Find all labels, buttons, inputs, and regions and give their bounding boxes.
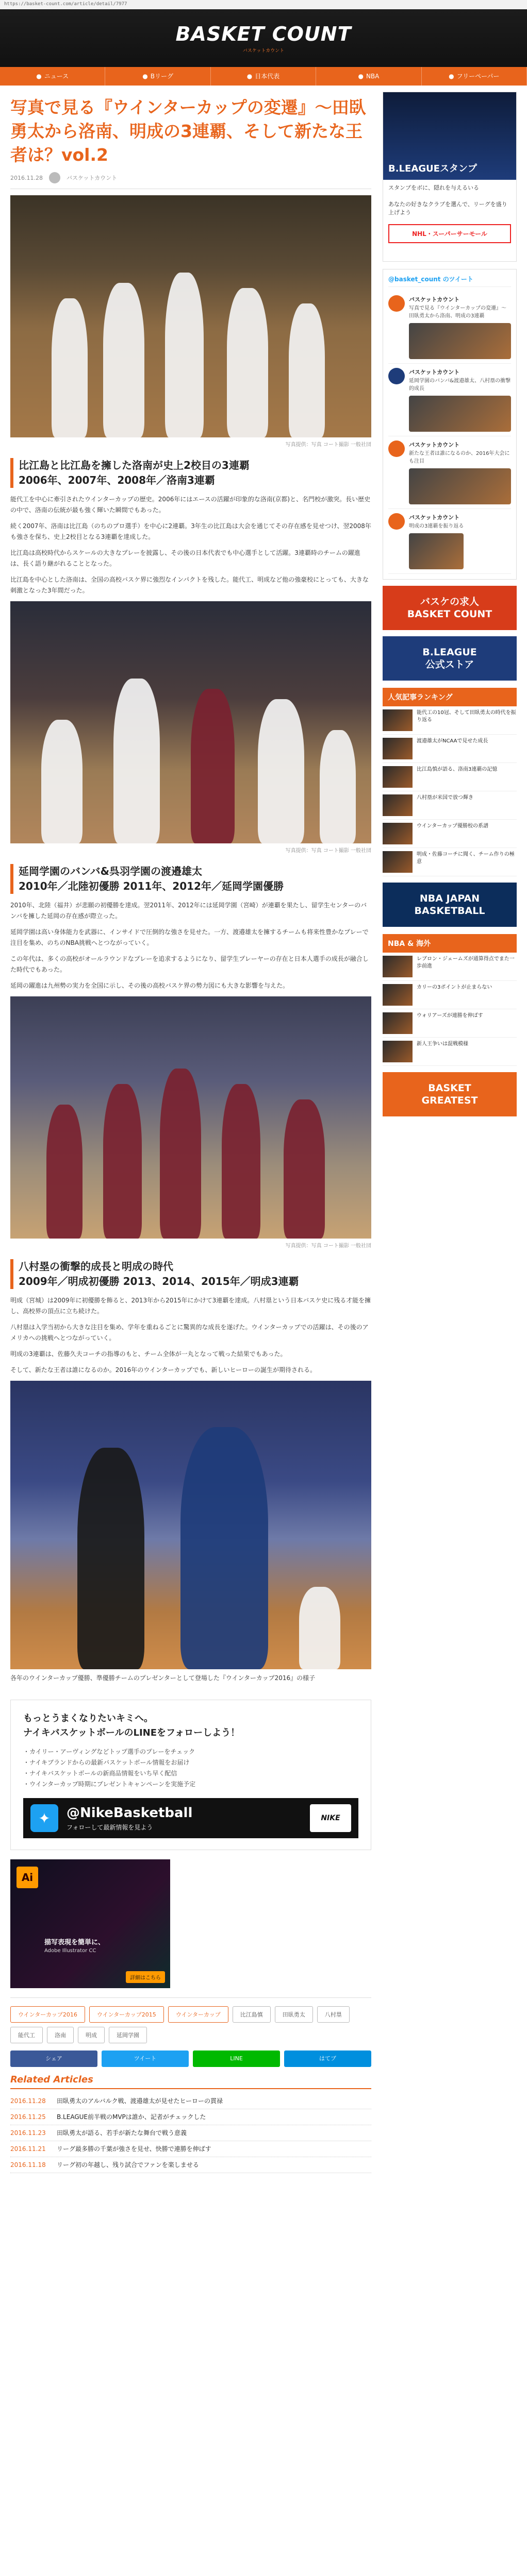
tag-item[interactable]: 明成	[78, 2027, 105, 2043]
article-photo-2	[10, 601, 371, 843]
jobs-banner[interactable]: バスケの求人 BASKET COUNT	[383, 586, 517, 630]
illustrator-ad[interactable]	[10, 1859, 170, 1988]
site-logo[interactable]: BASKET COUNT	[175, 23, 352, 45]
ad-cta-button[interactable]: 詳細はこちら	[126, 1971, 165, 1983]
share-line-button[interactable]: LINE	[193, 2050, 280, 2067]
nba-banner[interactable]: NBA JAPAN BASKETBALL	[383, 883, 517, 927]
nav-freepaper[interactable]: ● フリーペーパー	[422, 67, 527, 86]
author-avatar	[49, 172, 60, 183]
ad-banner: B.LEAGUEスタンプ	[383, 92, 516, 180]
twitter-bird-icon: ✦	[30, 1804, 58, 1832]
article-photo-ceremony	[10, 1381, 371, 1669]
related-item[interactable]: 2016.11.21 リーグ最多勝の千葉が強さを見せ、快勝で連勝を伸ばす	[10, 2141, 371, 2157]
ranking-item[interactable]: 能代工の10冠、そして田臥勇太の時代を振り返る	[383, 706, 517, 735]
ranking-title: 人気記事ランキング	[383, 688, 517, 706]
section-1-body: 能代工を中心に牽引されたウインターカップの歴史。2006年にはエースの活躍が印象的な洛南(京都)と、名門校が激突。長い歴史の中で、洛南の伝統が最も強く輝いた瞬間でもあった。 続く2007年、洛南は比江島（のちのプロ選手）を中心に2連覇。3年生の比江島は大会を通じてその存在感を見せつけ、翌2008年も強さを保ち、史上2校目となる3連覇を達成した。 比江島は高校時代からスケールの大きなプレーを披露し、その後の日本代表でも中心選手として活躍。3連覇時のチームの躍進は、長く語り継がれることとなった。 比江島を中心とした洛南は、全国の高校バスケ界に強烈なインパクトを残した。能代工、明成など他の強豪校にとっても、大きな刺激となった3年間だった。	[10, 496, 371, 594]
tweet[interactable]: バスケットカウント 新たな王者は誰になるのか、2016年大会にも注目	[388, 436, 511, 509]
site-header	[0, 9, 527, 67]
share-hatena-button[interactable]: はてブ	[284, 2050, 371, 2067]
nav-dot-icon: ●	[142, 73, 148, 80]
nav-dot-icon: ●	[36, 73, 42, 80]
related-item[interactable]: 2016.11.23 田臥勇太が語る、若手が新たな舞台で戦う意義	[10, 2125, 371, 2141]
section-heading-3: 八村塁の衝撃的成長と明成の時代 2009年／明成初優勝 2013、2014、2015年／明成3連覇	[10, 1259, 371, 1289]
bleague-stamp-ad[interactable]	[383, 92, 517, 262]
nba-list	[383, 953, 517, 1066]
tag-item[interactable]: 洛南	[47, 2027, 74, 2043]
related-articles	[10, 2074, 371, 2173]
nike-twitter-banner[interactable]	[23, 1798, 358, 1838]
url-bar[interactable]: https://basket-count.com/article/detail/7977	[0, 0, 527, 9]
article-title: 写真で見る『ウインターカップの変遷』～田臥勇太から洛南、明成の3連覇、そして新たな王者は？vol.2	[10, 97, 366, 165]
tag-item[interactable]: 能代工	[10, 2027, 43, 2043]
nike-logo: NIKE	[310, 1804, 351, 1832]
illustrator-icon: Ai	[17, 1867, 38, 1888]
related-title: Related Articles	[10, 2074, 371, 2089]
share-twitter-button[interactable]: ツイート	[102, 2050, 189, 2067]
article-author[interactable]: バスケットカウント	[66, 175, 118, 181]
ad-sub: スタンプをボに、隠れを与えるいる	[388, 184, 479, 191]
tweet[interactable]: バスケットカウント 延岡学園のバンバ&渡邉雄太、八村塁の衝撃的成長	[388, 364, 511, 436]
nav-dot-icon: ●	[358, 73, 364, 80]
related-item[interactable]: 2016.11.28 田臥勇太のアルバルク戦、渡邉雄太が見せたヒーローの貫禄	[10, 2093, 371, 2109]
tag-item[interactable]: ウインターカップ2016	[10, 2006, 85, 2023]
follow-list: ・カイリー・アーヴィングなどトップ選手のプレーをチェック ・ナイキブランドからの最新バスケットボール情報をお届け ・ナイキバスケットボールの新商品情報をいち早く配信 ・ウインターカップ時期にプレゼントキャンペーンを実施予定	[23, 1748, 196, 1788]
nav-nba[interactable]: ● NBA	[316, 67, 421, 86]
ranking-item[interactable]: ウインターカップ優勝校の系譜	[383, 820, 517, 848]
section-heading-2: 延岡学園のバンバ&呉羽学園の渡邉雄太 2010年／北陸初優勝 2011年、2012年／延岡学園優勝	[10, 864, 371, 894]
share-buttons	[10, 2050, 371, 2067]
tweet[interactable]: バスケットカウント 写真で見る『ウインターカップの変遷』～田臥勇太から洛南、明成の3連覇	[388, 291, 511, 364]
ad-text: あなたの好きなクラブを選んで、リーグを盛り上げよう	[388, 201, 507, 216]
nav-dot-icon: ●	[449, 73, 454, 80]
nike-handle: @NikeBasketball	[67, 1805, 193, 1821]
tag-item[interactable]: ウインターカップ	[168, 2006, 228, 2023]
article-meta	[10, 172, 371, 189]
nav-japan[interactable]: ● 日本代表	[211, 67, 316, 86]
timeline-header[interactable]: @basket_count のツイート	[388, 275, 511, 287]
twitter-timeline	[383, 269, 517, 580]
greatest-banner[interactable]: BASKET GREATEST	[383, 1072, 517, 1116]
photo-caption: 写真提供：写真 コート撮影 一般社団	[285, 442, 371, 448]
follow-title: もっとうまくなりたいキミへ。 ナイキバスケットボールのLINEをフォローしよう！	[23, 1713, 240, 1738]
section-2-body: 2010年、北陸（福井）が悲願の初優勝を達成。翌2011年、2012年には延岡学園（宮崎）が連覇を果たし、留学生センターのバンバを擁した延岡の存在感が際立った。 延岡学園は高い身体能力を武器に、インサイドで圧倒的な強さを見せた。一方、渡邉雄太を擁するチームも将来性豊かなプレーで注目を集め、のちのNBA挑戦へとつながっていく。 この年代は、多くの高校がオールラウンドなプレーを追求するようになり、留学生プレーヤーの存在と日本人選手の成長が融合した時代でもあった。 延岡の躍進は九州勢の実力を全国に示し、その後の高校バスケ界の勢力図にも大きな影響を与えた。	[10, 902, 369, 989]
nba-item[interactable]: レブロン・ジェームズが通算得点でまた一歩前進	[383, 953, 517, 981]
final-caption: 各年のウインターカップ優勝、準優勝チームのプレゼンターとして登場した『ウインターカップ2016』の様子	[10, 1674, 316, 1682]
ad-line1: 描写表現を簡単に、	[44, 1939, 105, 1946]
tag-item[interactable]: 八村塁	[317, 2006, 350, 2023]
avatar	[388, 513, 405, 530]
avatar	[388, 440, 405, 457]
related-item[interactable]: 2016.11.25 B.LEAGUE前半戦のMVPは誰か、記者がチェックした	[10, 2109, 371, 2125]
tag-item[interactable]: ウインターカップ2015	[89, 2006, 164, 2023]
nav-bleague[interactable]: ● Bリーグ	[105, 67, 210, 86]
ranking-list	[383, 706, 517, 876]
tag-list	[10, 1997, 371, 2043]
avatar	[388, 368, 405, 384]
nba-section-title: NBA & 海外	[383, 934, 517, 953]
tag-item[interactable]: 比江島慎	[233, 2006, 271, 2023]
article-photo-1	[10, 195, 371, 437]
nba-item[interactable]: ウォリアーズが連勝を伸ばす	[383, 1009, 517, 1038]
store-banner[interactable]: B.LEAGUE 公式ストア	[383, 636, 517, 681]
line-follow-box	[10, 1700, 371, 1850]
main-content	[10, 92, 371, 2173]
nba-item[interactable]: カリーの3ポイントが止まらない	[383, 981, 517, 1009]
tag-item[interactable]: 延岡学園	[109, 2027, 147, 2043]
tag-item[interactable]: 田臥勇太	[275, 2006, 313, 2023]
ranking-item[interactable]: 比江島慎が語る、洛南3連覇の記憶	[383, 763, 517, 791]
article-date: 2016.11.28	[10, 174, 43, 181]
share-facebook-button[interactable]: シェア	[10, 2050, 97, 2067]
ranking-item[interactable]: 渡邉雄太がNCAAで見せた成長	[383, 735, 517, 763]
nav-dot-icon: ●	[246, 73, 253, 80]
sidebar	[383, 92, 517, 2173]
ranking-item[interactable]: 八村塁が米国で放つ輝き	[383, 791, 517, 820]
nike-handle-sub: フォローして最新情報を見よう	[67, 1823, 153, 1831]
section-heading-1: 比江島と比江島を擁した洛南が史上2校目の3連覇 2006年、2007年、2008年／洛南3連覇	[10, 458, 371, 488]
photo-caption: 写真提供：写真 コート撮影 一般社団	[285, 848, 371, 854]
ad-button[interactable]: NHL・スーパーサーモール	[388, 224, 511, 243]
site-tagline: バスケットカウント	[242, 48, 285, 54]
tweet[interactable]: バスケットカウント 明成の3連覇を振り返る	[388, 509, 511, 574]
nav-news[interactable]: ● ニュース	[0, 67, 105, 86]
main-nav	[0, 67, 527, 86]
nba-item[interactable]: 新人王争いは混戦模様	[383, 1038, 517, 1066]
ranking-item[interactable]: 明成・佐藤コーチに聞く、チーム作りの極意	[383, 848, 517, 876]
article-photo-3	[10, 996, 371, 1239]
related-item[interactable]: 2016.11.18 リーグ初の年越し、残り試合でファンを楽しませる	[10, 2157, 371, 2173]
section-3-body: 明成（宮城）は2009年に初優勝を飾ると、2013年から2015年にかけて3連覇を達成。八村塁という日本バスケ史に残る才能を擁し、高校界の頂点に立ち続けた。 八村塁は入学当初から大きな注目を集め、学年を重ねるごとに驚異的な成長を遂げた。ウインターカップでの活躍は、その後のアメリカへの挑戦へとつながっていく。 明成の3連覇は、佐藤久夫コーチの指導のもと、チーム全体が一丸となって戦った結果でもあった。 そして、新たな王者は誰になるのか。2016年のウインターカップでも、新しいヒーローの誕生が期待される。	[10, 1297, 371, 1374]
ad-line2: Adobe Illustrator CC	[44, 1948, 96, 1954]
avatar	[388, 295, 405, 312]
photo-caption: 写真提供：写真 コート撮影 一般社団	[285, 1243, 371, 1249]
